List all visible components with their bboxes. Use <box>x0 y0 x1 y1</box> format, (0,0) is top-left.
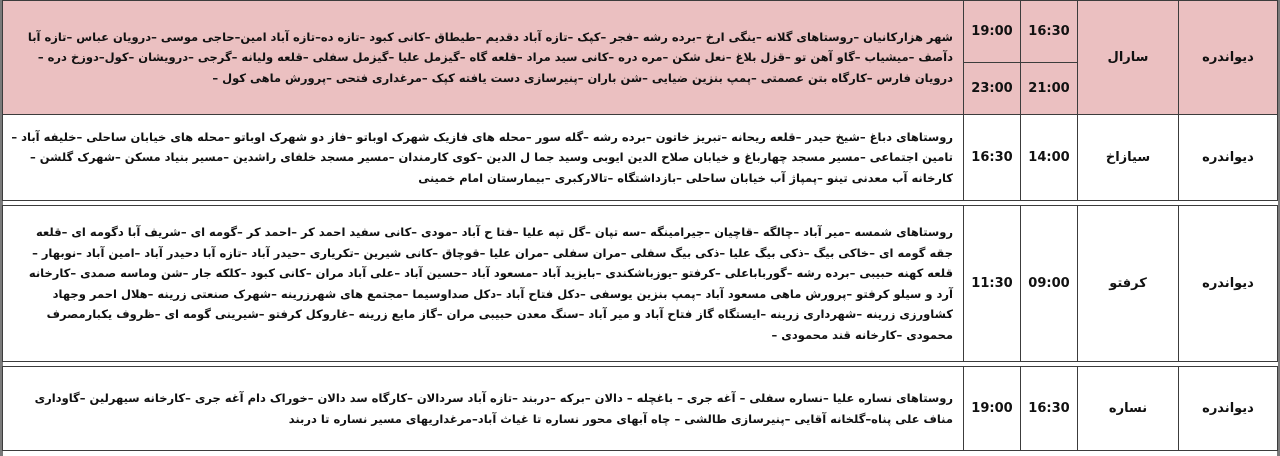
areas-cell: روستاهای شمسه –میر آباد –چالگه –قاچیان –جیرامینگه –سه تپان –گل تپه علیا –فتا ح آباد –مودی –کانی سفید احمد کر –احمد کر –گومه ای –شریف آبا دگومه ای –قلعه جقه گومه ای –خاکی بیگ –ذکی بیگ علیا –ذکی بیگ سفلی –مران سفلی –مران علیا –قوچاق –کانی شیرین –تکریاری –حیدر آباد –تازه آبا دحیدر آباد –امین آباد –نوبهار –قلعه کهنه حبیبی –برده رشه –گورباباعلی –کرفتو –یوزباشکندی –بایزید آباد –مسعود آباد –حسین آباد –علی آباد مران –کانی کبود –کلکه جار –شن وماسه صمدی –کارخانه آرد و سیلو کرفتو –پرورش ماهی مسعود آباد –پمپ بنزین یوسفی –دکل فتاح آباد –دکل صداوسیما –مجتمع های شهرزرینه –شهرک صنعتی زرینه –هلال احمر وجهاد کشاورزی زرینه –شهرداری زرینه –ایستگاه گاز فتاح آباد و میر آباد –سنگ معدن حبیبی مران –گاز مایع زرینه –غاروکل کرفتو –شیرینی گومه ای –ظروف یکبارمصرف محمودی –کارخانه قند محمودی – <box>3 206 964 362</box>
city-cell: دیواندره <box>1179 367 1278 451</box>
end-time-cell: 19:00 <box>964 367 1021 451</box>
table-row <box>3 1 1278 63</box>
end-time-cell: 16:30 <box>964 115 1021 201</box>
city-cell: دیواندره <box>1179 206 1278 362</box>
table-row <box>3 367 1278 451</box>
feeder-cell: سارال <box>1078 1 1179 115</box>
end-time-cell: 23:00 <box>964 63 1021 115</box>
start-time-cell: 14:00 <box>1021 115 1078 201</box>
end-time-cell: 19:00 <box>964 1 1021 63</box>
table-row <box>3 206 1278 362</box>
areas-cell: روستاهای نساره علیا –نساره سفلی – آغه جری – باغچله – دالان –برکه –دربند –تازه آباد سردالان –کارگاه سد دالان –خوراک دام آغه جری –کارخانه سیهرلین –گاوداری مناف علی پناه–گلخانه آقایی –پنیرسازی طالشی – چاه آبهای محور نساره تا غیاث آباد–مرغداریهای مسیر نساره تا دربند <box>3 367 964 451</box>
feeder-cell: کرفتو <box>1078 206 1179 362</box>
end-time-cell: 11:30 <box>964 206 1021 362</box>
areas-cell: روستاهای دباغ –شیخ حیدر –قلعه ریحانه –تبریز خاتون –برده رشه –گله سور –محله های فازیک شهرک اوباتو –فاز دو شهرک اوباتو –محله های خیابان ساحلی –خلیفه آباد –تامین اجتماعی –مسیر مسجد چهارباغ و خیابان صلاح الدین ایوبی وسید جما ل الدین –کوی کارمندان –مسیر مسجد خلفای راشدین –مسیر بنیاد مسکن –شهرک گلشن –کارخانه آب معدنی تینو –پمپاژ آب خیابان ساحلی –بازداشتگاه –تالارکبری –بیمارستان امام خمینی <box>3 115 964 201</box>
areas-cell: شهر هزارکانیان –روستاهای گلانه –ینگی ارخ –برده رشه –فجر –کپک –تازه آباد دقدیم –طیطاق –کانی کبود –تازه ده–تازه آباد امین–حاجی موسی –درویان عباس –تازه آبا دآصف –میشیاب –گاو آهن تو –قزل بلاغ –نعل شکن –مره دره –کانی سید مراد –قلعه گاه –گیزمل علیا –گیزمل سفلی –قلعه ولیانه –گرجی –درویشان –کول–دوزخ دره –درویان فارس –کارگاه بتن عصمتی –پمپ بنزین ضیایی –شن باران –پنیرسازی دست یافته کپک –مرغداری فتحی –پرورش ماهی کول – <box>3 1 964 115</box>
start-time-cell: 21:00 <box>1021 63 1078 115</box>
schedule-table <box>2 0 1278 451</box>
start-time-cell: 16:30 <box>1021 1 1078 63</box>
start-time-cell: 16:30 <box>1021 367 1078 451</box>
city-cell: دیواندره <box>1179 115 1278 201</box>
table-row <box>3 115 1278 201</box>
city-cell: دیواندره <box>1179 1 1278 115</box>
feeder-cell: سیازاخ <box>1078 115 1179 201</box>
start-time-cell: 09:00 <box>1021 206 1078 362</box>
feeder-cell: نساره <box>1078 367 1179 451</box>
